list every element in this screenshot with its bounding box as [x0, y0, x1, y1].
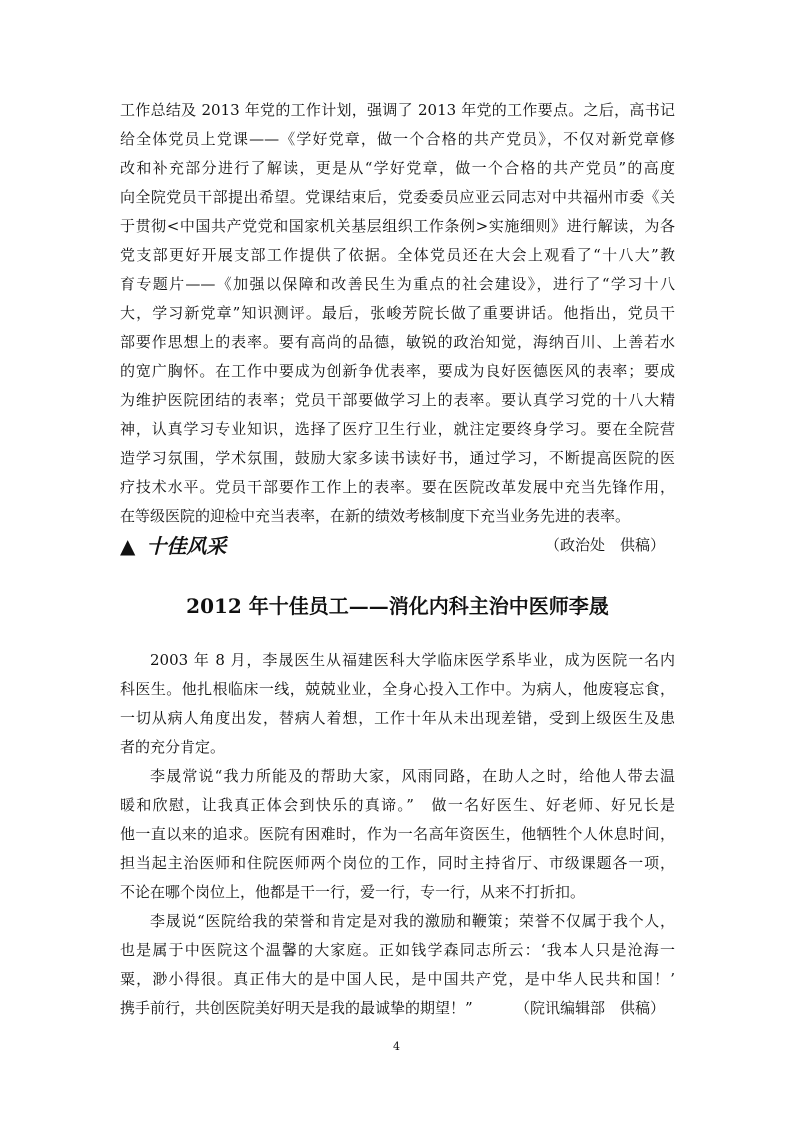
- source-credit: （院讯编辑部 供稿）: [514, 999, 665, 1017]
- text-line: 神，认真学习专业知识，选择了医疗卫生行业，就注定要终身学习。要在全院营: [120, 420, 675, 438]
- article-title: 2012 年十佳员工——消化内科主治中医师李晟: [186, 594, 609, 618]
- source-credit: （政治处 供稿）: [544, 536, 665, 554]
- text-line: 工作总结及 2013 年党的工作计划，强调了 2013 年党的工作要点。之后，高书记: [120, 101, 675, 119]
- paragraph-quote: [120, 762, 675, 907]
- paragraph-party-meeting: [120, 96, 675, 560]
- text-line: 党支部更好开展支部工作提供了依据。全体党员还在大会上观看了“十八大”教: [120, 246, 675, 264]
- text-line: 大，学习新党章”知识测评。最后，张峻芳院长做了重要讲话。他指出，党员干: [120, 304, 675, 322]
- text-line: 在等级医院的迎检中充当表率，在新的绩效考核制度下充当业务先进的表率。: [120, 507, 631, 525]
- text-line: 科医生。他扎根临床一线，兢兢业业，全身心投入工作中。为病人，他废寝忘食，: [120, 680, 675, 698]
- page-number: 4: [393, 1040, 400, 1053]
- text-line: 的宽广胸怀。在工作中要成为创新争优表率，要成为良好医德医风的表率；要成: [120, 362, 675, 380]
- triangle-marker-icon: ▲: [120, 534, 136, 558]
- text-line: 也是属于中医院这个温馨的大家庭。正如钱学森同志所云：‘我本人只是沧海一: [120, 941, 675, 959]
- text-line: 2003 年 8 月，李晟医生从福建医科大学临床医学系毕业，成为医院一名内: [150, 651, 675, 669]
- text-line: 于贯彻<中国共产党党和国家机关基层组织工作条例>实施细则》进行解读，为各: [120, 217, 675, 235]
- text-line: 育专题片——《加强以保障和改善民生为重点的社会建设》，进行了“学习十八: [120, 275, 675, 293]
- section-heading: [120, 530, 226, 562]
- text-line: 疗技术水平。党员干部要作工作上的表率。要在医院改革发展中充当先锋作用，: [120, 478, 675, 496]
- text-line: 李晟常说“我力所能及的帮助大家，风雨同路，在助人之时，给他人带去温: [150, 767, 675, 785]
- text-line: 造学习氛围，学术氛围，鼓励大家多读书读好书，通过学习，不断提高医院的医: [120, 449, 675, 467]
- text-line: 担当起主治医师和住院医师两个岗位的工作，同时主持省厅、市级课题各一项，: [120, 854, 675, 872]
- text-line: 不论在哪个岗位上，他都是干一行，爱一行，专一行，从来不打折扣。: [120, 883, 586, 901]
- text-line: 部要作思想上的表率。要有高尚的品德，敏锐的政治知觉，海纳百川、上善若水: [120, 333, 675, 351]
- text-line: 向全院党员干部提出希望。党课结束后，党委委员应亚云同志对中共福州市委《关: [120, 188, 675, 206]
- text-line: 携手前行，共创医院美好明天是我的最诚挚的期望！”: [120, 999, 473, 1017]
- text-line: 他一直以来的追求。医院有困难时，作为一名高年资医生，他牺牲个人休息时间，: [120, 825, 675, 843]
- text-line: 给全体党员上党课——《学好党章，做一个合格的共产党员》，不仅对新党章修: [120, 130, 675, 148]
- text-line: 暖和欣慰，让我真正体会到快乐的真谛。” 做一名好医生、好老师、好兄长是: [120, 796, 675, 814]
- text-line: 粟，渺小得很。真正伟大的是中国人民，是中国共产党，是中华人民共和国！’: [120, 970, 675, 988]
- text-line: 一切从病人角度出发，替病人着想，工作十年从未出现差错，受到上级医生及患: [120, 709, 675, 727]
- text-line: 者的充分肯定。: [120, 738, 226, 756]
- text-line: 为维护医院团结的表率；党员干部要做学习上的表率。要认真学习党的十八大精: [120, 391, 675, 409]
- text-line: 改和补充部分进行了解读，更是从“学好党章，做一个合格的共产党员”的高度: [120, 159, 675, 177]
- text-line: 李晟说“医院给我的荣誉和肯定是对我的激励和鞭策；荣誉不仅属于我个人，: [150, 912, 675, 930]
- section-heading-text: 十佳风采: [146, 534, 227, 558]
- paragraph-intro: [120, 646, 675, 762]
- credit-wrapper: [120, 994, 675, 1023]
